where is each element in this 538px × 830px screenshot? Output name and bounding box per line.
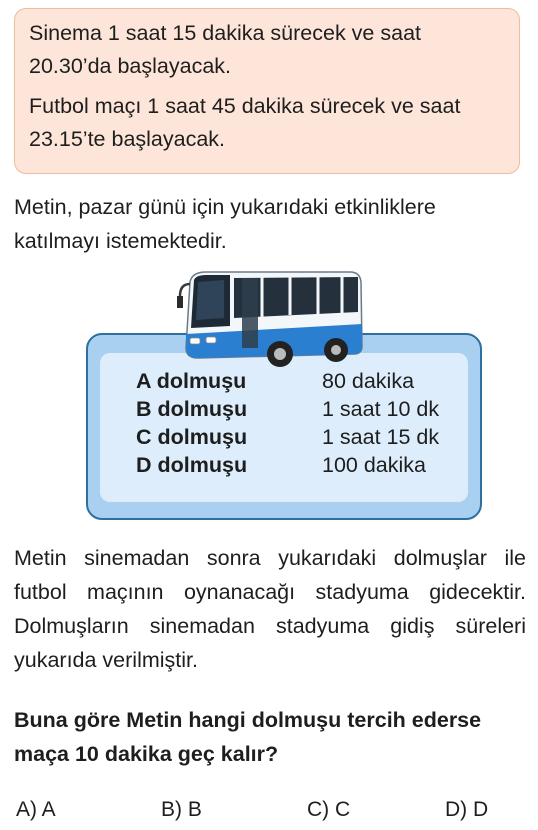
- body-paragraph: Metin sinemadan sonra yukarıdaki dolmuşlar ile futbol maçının oynanacağı stadyuma gidecektir. Dolmuşların sinemadan stadyuma gidiş süreleri yukarıda verilmiştir.: [14, 546, 526, 672]
- dolmus-row-b: [136, 395, 456, 423]
- dolmus-name: B dolmuşu: [136, 397, 248, 421]
- intro-paragraph: Metin, pazar günü için yukarıdaki etkinliklere katılmayı istemektedir.: [14, 195, 436, 253]
- bus-icon: [172, 268, 368, 380]
- dolmus-time: 1 saat 10 dk: [322, 397, 440, 421]
- choice-b[interactable]: B) B: [161, 798, 202, 821]
- event-info-box: [14, 8, 520, 174]
- question-text: Buna göre Metin hangi dolmuşu tercih ederse maça 10 dakika geç kalır?: [14, 708, 482, 766]
- cinema-info: Sinema 1 saat 15 dakika sürecek ve saat 20.30’da başlayacak.: [29, 21, 421, 78]
- dolmus-row-c: [136, 423, 456, 451]
- dolmus-time: 1 saat 15 dk: [322, 425, 440, 449]
- choice-c[interactable]: C) C: [307, 798, 351, 821]
- dolmus-name: A dolmuşu: [136, 369, 247, 393]
- dolmus-name: D dolmuşu: [136, 453, 248, 477]
- choice-d[interactable]: D) D: [445, 798, 489, 821]
- dolmus-row-d: [136, 451, 456, 479]
- answer-choices: [0, 798, 538, 828]
- dolmus-time: 100 dakika: [322, 453, 426, 477]
- football-info: Futbol maçı 1 saat 45 dakika sürecek ve saat 23.15’te başlayacak.: [29, 94, 461, 151]
- choice-a[interactable]: A) A: [16, 798, 56, 821]
- dolmus-name: C dolmuşu: [136, 425, 248, 449]
- dolmus-time: 80 dakika: [322, 369, 415, 393]
